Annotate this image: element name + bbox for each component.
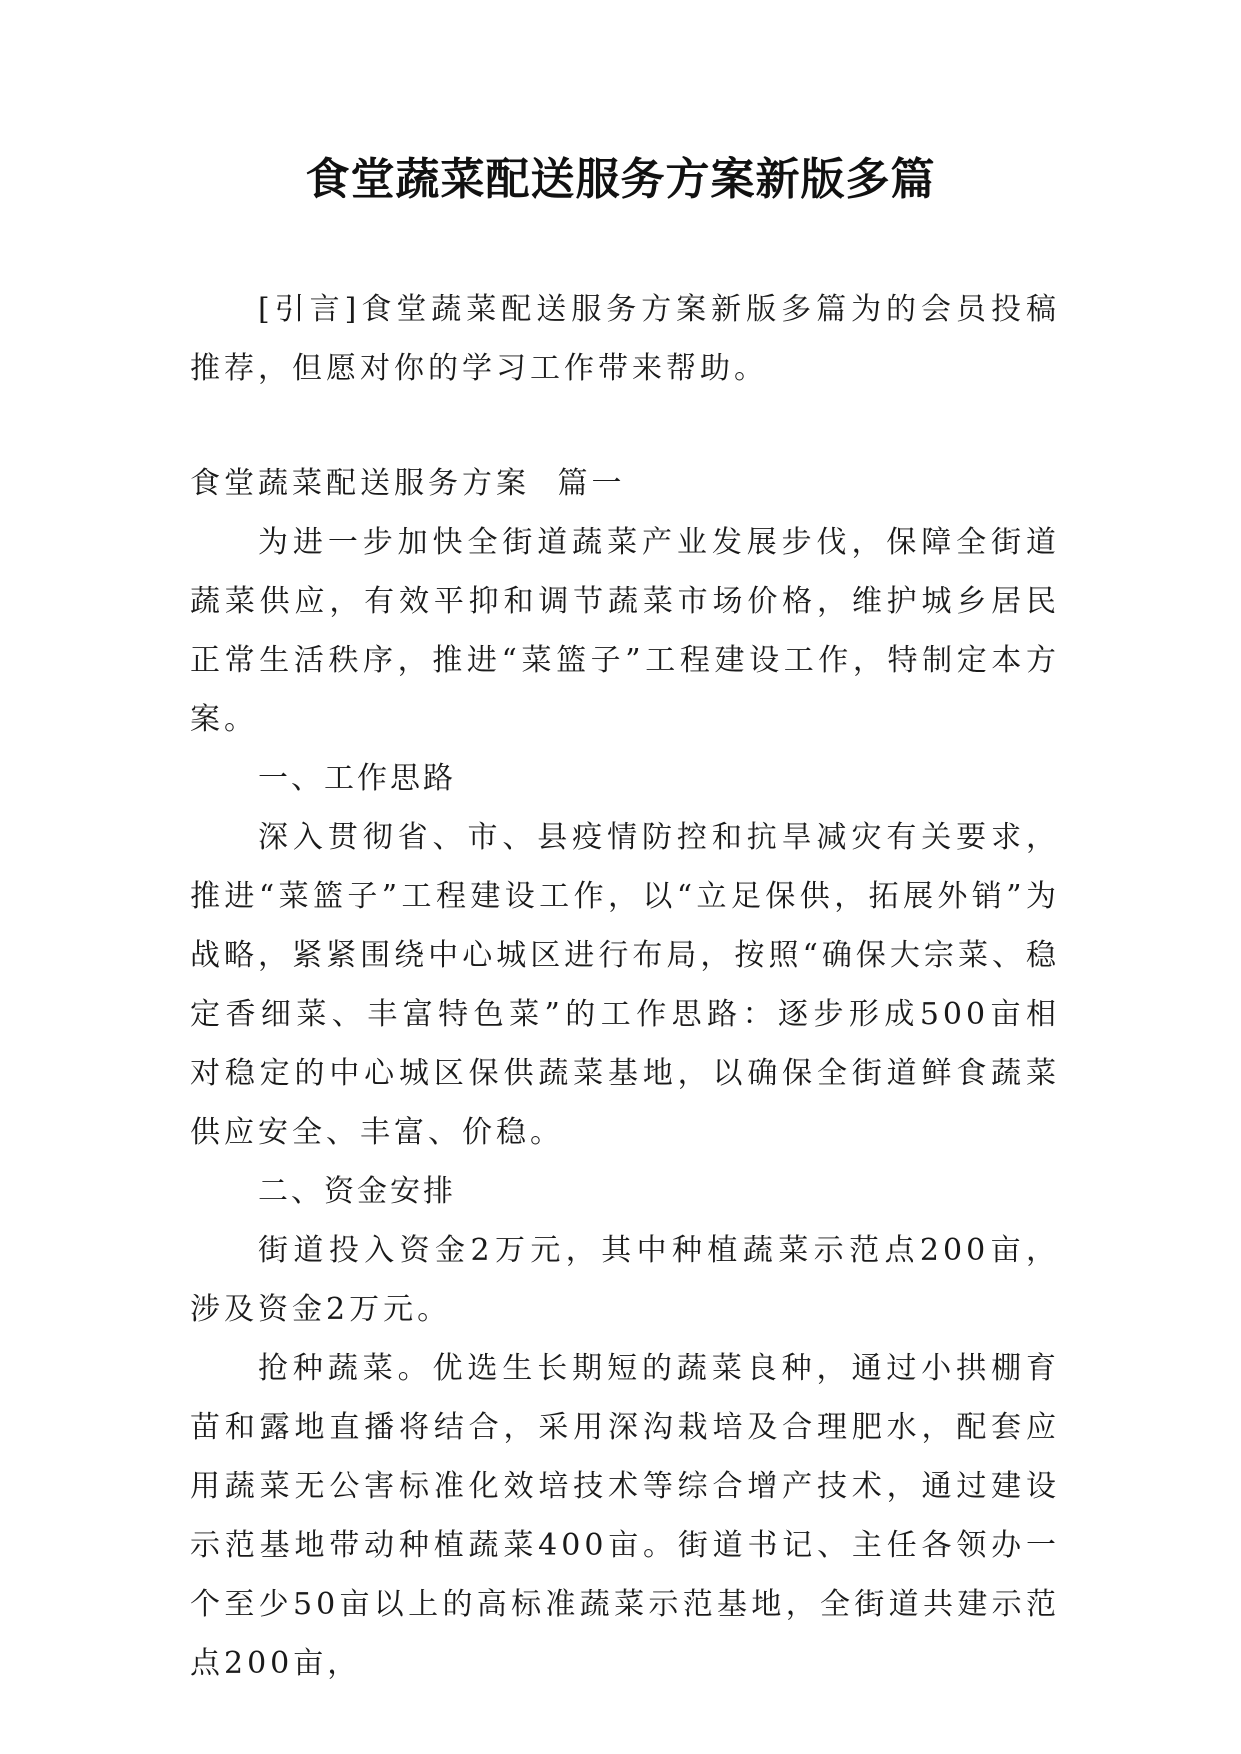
section-heading: 一、工作思路 [258,761,456,796]
paragraph: 为进一步加快全街道蔬菜产业发展步伐，保障全街道蔬菜供应，有效平抑和调节蔬菜市场价格，维护城乡居民正常生活秩序，推进“菜篮子”工程建设工作，特制定本方案。 [190,525,1060,737]
intro-paragraph: [引言]食堂蔬菜配送服务方案新版多篇为的会员投稿推荐，但愿对你的学习工作带来帮助。 [190,292,1060,386]
paragraph: 深入贯彻省、市、县疫情防控和抗旱减灾有关要求，推进“菜篮子”工程建设工作，以“立足保供，拓展外销”为战略，紧紧围绕中心城区进行布局，按照“确保大宗菜、稳定香细菜、丰富特色菜”的工作思路：逐步形成500亩相对稳定的中心城区保供蔬菜基地，以确保全街道鲜食蔬菜供应安全、丰富、价稳。 [190,820,1060,1150]
document-title: 食堂蔬菜配送服务方案新版多篇 [305,154,936,205]
paragraph: 抢种蔬菜。优选生长期短的蔬菜良种，通过小拱棚育苗和露地直播将结合，采用深沟栽培及合理肥水，配套应用蔬菜无公害标准化效培技术等综合增产技术，通过建设示范基地带动种植蔬菜400亩。街道书记、主任各领办一个至少50亩以上的高标准蔬菜示范基地，全街道共建示范点200亩， [190,1351,1060,1681]
paragraph: 街道投入资金2万元，其中种植蔬菜示范点200亩，涉及资金2万元。 [190,1233,1060,1327]
document-body [190,280,1060,1693]
section-heading: 二、资金安排 [258,1174,456,1209]
section-title: 食堂蔬菜配送服务方案 篇一 [190,466,626,501]
